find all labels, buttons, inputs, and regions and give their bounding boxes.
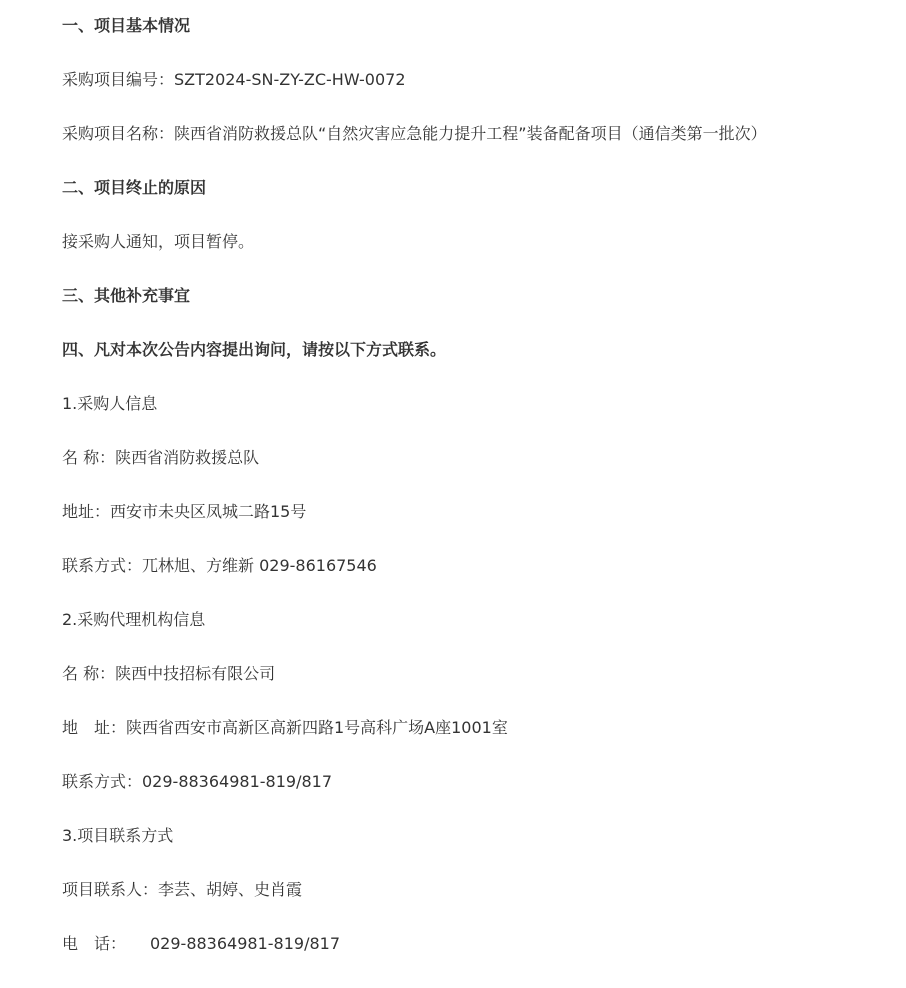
- project-number: 采购项目编号：SZT2024-SN-ZY-ZC-HW-0072: [62, 70, 406, 89]
- termination-reason: 接采购人通知，项目暂停。: [62, 232, 255, 251]
- purchaser-name: 名 称：陕西省消防救援总队: [62, 448, 260, 467]
- project-contact-persons: 项目联系人：李芸、胡婷、史肖霞: [62, 880, 303, 899]
- section-heading-basic-info: 一、项目基本情况: [62, 16, 191, 35]
- purchaser-address: 地址：西安市未央区凤城二路15号: [62, 502, 307, 521]
- project-name: 采购项目名称：陕西省消防救援总队“自然灾害应急能力提升工程”装备配备项目（通信类第一批次）: [62, 124, 767, 143]
- agency-contact: 联系方式：029-88364981-819/817: [62, 772, 332, 791]
- agency-name: 名 称：陕西中技招标有限公司: [62, 664, 276, 683]
- agency-info-title: 2.采购代理机构信息: [62, 610, 206, 629]
- section-heading-other-matters: 三、其他补充事宜: [62, 286, 191, 305]
- project-contact-phone: 电 话： 029-88364981-819/817: [62, 934, 340, 953]
- project-contact-title: 3.项目联系方式: [62, 826, 174, 845]
- section-heading-termination-reason: 二、项目终止的原因: [62, 178, 207, 197]
- section-heading-contact: 四、凡对本次公告内容提出询问，请按以下方式联系。: [62, 340, 447, 359]
- agency-address: 地 址：陕西省西安市高新区高新四路1号高科广场A座1001室: [62, 718, 508, 737]
- purchaser-contact: 联系方式：兀林旭、方维新 029-86167546: [62, 556, 377, 575]
- purchaser-info-title: 1.采购人信息: [62, 394, 158, 413]
